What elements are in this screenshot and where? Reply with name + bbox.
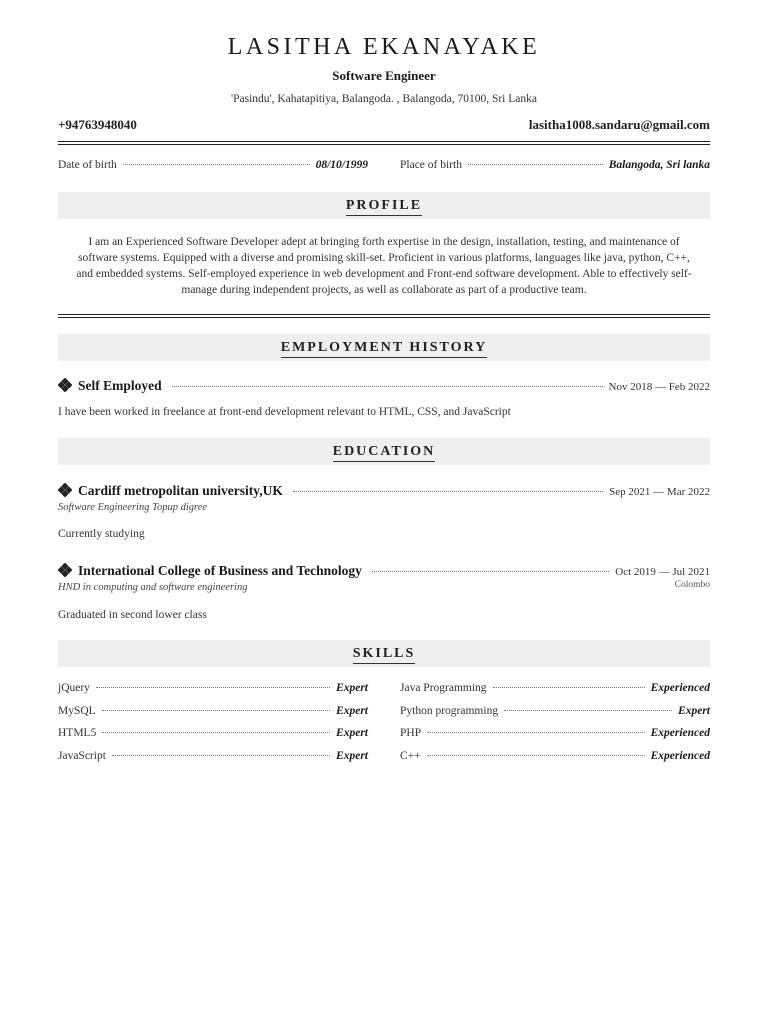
education-dates: Oct 2019 — Jul 2021 bbox=[615, 566, 710, 578]
skill-row bbox=[58, 750, 368, 762]
education-subtitle: Software Engineering Topup digree bbox=[58, 502, 208, 513]
skills-heading: SKILLS bbox=[353, 646, 416, 664]
skill-level: Expert bbox=[678, 705, 710, 717]
dot-leader bbox=[172, 386, 603, 387]
skill-level: Expert bbox=[336, 750, 368, 762]
profile-heading: PROFILE bbox=[346, 198, 422, 216]
dot-leader bbox=[293, 491, 603, 492]
education-heading: EDUCATION bbox=[333, 444, 436, 462]
place-of-birth-label: Place of birth bbox=[400, 159, 462, 171]
skill-name: Java Programming bbox=[400, 682, 487, 694]
dot-leader bbox=[493, 687, 645, 688]
header-divider bbox=[58, 141, 710, 142]
education-description: Currently studying bbox=[58, 528, 145, 540]
place-of-birth-row bbox=[400, 159, 710, 171]
contact-line bbox=[58, 117, 710, 135]
date-of-birth-value: 08/10/1999 bbox=[315, 159, 368, 171]
education-section-header bbox=[58, 438, 710, 465]
education-subtitle: HND in computing and software engineering bbox=[58, 582, 248, 593]
dot-leader bbox=[102, 710, 330, 711]
skill-level: Experienced bbox=[650, 682, 710, 694]
skill-name: PHP bbox=[400, 727, 422, 739]
employment-title: Self Employed bbox=[78, 378, 162, 393]
dot-leader bbox=[504, 710, 672, 711]
skill-row bbox=[400, 682, 710, 694]
candidate-name: LASITHA EKANAYAKE bbox=[227, 34, 541, 60]
dot-leader bbox=[102, 732, 330, 733]
skill-row bbox=[400, 705, 710, 717]
skill-name: Python programming bbox=[400, 705, 499, 717]
diamond-cluster-icon bbox=[58, 378, 72, 392]
skill-name: jQuery bbox=[58, 682, 90, 694]
skill-row bbox=[58, 682, 368, 694]
education-title: International College of Business and Technology bbox=[78, 563, 362, 578]
education-entry bbox=[58, 481, 710, 499]
dot-leader bbox=[427, 755, 645, 756]
job-title: Software Engineer bbox=[332, 68, 436, 83]
skill-level: Experienced bbox=[650, 727, 710, 739]
place-of-birth-value: Balangoda, Sri lanka bbox=[608, 159, 710, 171]
employment-heading: EMPLOYMENT HISTORY bbox=[281, 340, 488, 358]
employment-entry bbox=[58, 376, 710, 394]
skill-row bbox=[58, 705, 368, 717]
dot-leader bbox=[427, 732, 644, 733]
education-description: Graduated in second lower class bbox=[58, 609, 207, 621]
skill-level: Experienced bbox=[650, 750, 710, 762]
skill-name: C++ bbox=[400, 750, 421, 762]
skill-name: MySQL bbox=[58, 705, 96, 717]
skill-name: HTML5 bbox=[58, 727, 97, 739]
dot-leader bbox=[96, 687, 330, 688]
address: 'Pasindu', Kahatapitiya, Balangoda. , Balangoda, 70100, Sri Lanka bbox=[231, 93, 537, 105]
dot-leader bbox=[123, 164, 310, 165]
dot-leader bbox=[112, 755, 330, 756]
skill-name: JavaScript bbox=[58, 750, 106, 762]
employment-dates: Nov 2018 — Feb 2022 bbox=[608, 381, 710, 393]
education-dates: Sep 2021 — Mar 2022 bbox=[609, 486, 710, 498]
employment-description: I have been worked in freelance at front-end development relevant to HTML, CSS, and JavaScript bbox=[58, 406, 511, 418]
skill-row bbox=[400, 750, 710, 762]
profile-divider bbox=[58, 314, 710, 315]
profile-summary: I am an Experienced Software Developer adept at bringing forth expertise in the design, installation, testing, and maintenance of software systems. Equipped with a diverse and promising skill-set. Proficient in various platforms, languages like java, python, C++, and embedded systems. Self-employed experience in web development and Front-end software development. Able to effectively self-manage during independent projects, as well as collaborate as part of a productive team. bbox=[76, 236, 692, 296]
date-of-birth-label: Date of birth bbox=[58, 159, 117, 171]
skill-row bbox=[58, 727, 368, 739]
date-of-birth-row bbox=[58, 159, 368, 171]
skill-row bbox=[400, 727, 710, 739]
skills-section-header bbox=[58, 640, 710, 667]
skill-level: Expert bbox=[336, 682, 368, 694]
diamond-cluster-icon bbox=[58, 483, 72, 497]
email-address: lasitha1008.sandaru@gmail.com bbox=[528, 117, 710, 132]
education-entry bbox=[58, 561, 710, 579]
education-location: Colombo bbox=[674, 580, 710, 590]
profile-section-header bbox=[58, 192, 710, 219]
employment-section-header bbox=[58, 334, 710, 361]
phone-number: +94763948040 bbox=[58, 117, 137, 132]
education-title: Cardiff metropolitan university,UK bbox=[78, 483, 283, 498]
dot-leader bbox=[372, 571, 609, 572]
diamond-cluster-icon bbox=[58, 563, 72, 577]
skill-level: Expert bbox=[336, 705, 368, 717]
skill-level: Expert bbox=[336, 727, 368, 739]
dot-leader bbox=[468, 164, 603, 165]
